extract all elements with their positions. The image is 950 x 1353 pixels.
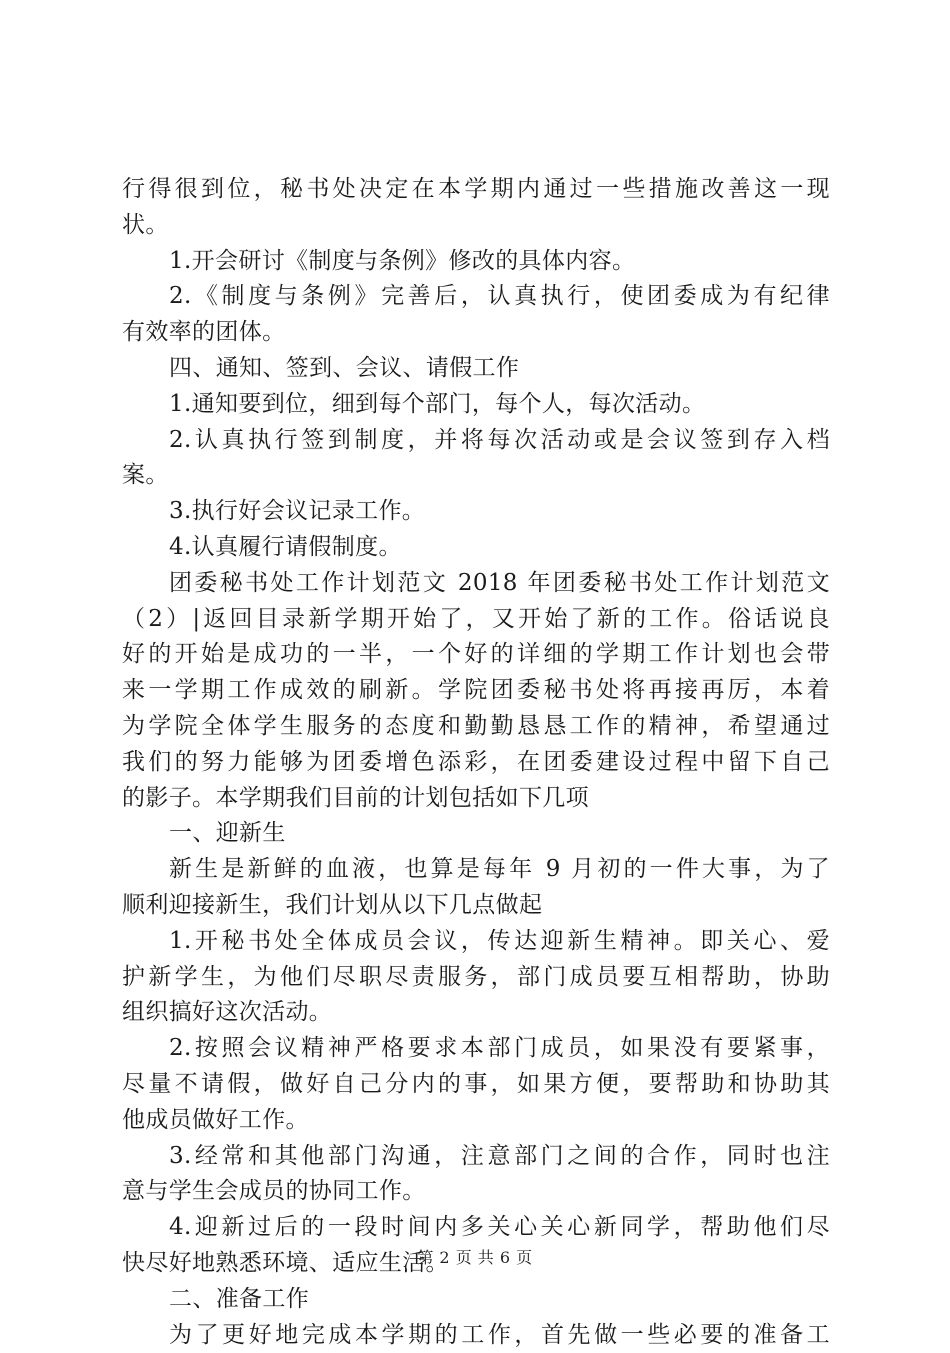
text-line: 有效率的团体。 (122, 315, 830, 351)
text-line: 为了更好地完成本学期的工作，首先做一些必要的准备工 (122, 1318, 830, 1353)
text-line: 我们的努力能够为团委增色添彩，在团委建设过程中留下自己 (122, 745, 830, 781)
text-line: 来一学期工作成效的刷新。学院团委秘书处将再接再厉，本着 (122, 673, 830, 709)
text-line: 3.经常和其他部门沟通，注意部门之间的合作，同时也注 (122, 1139, 830, 1175)
text-line: 的影子。本学期我们目前的计划包括如下几项 (122, 781, 830, 817)
text-line: 4.认真履行请假制度。 (122, 530, 830, 566)
text-line: 4.迎新过后的一段时间内多关心关心新同学，帮助他们尽 (122, 1210, 830, 1246)
text-line: 3.执行好会议记录工作。 (122, 494, 830, 530)
text-line: 二、准备工作 (122, 1282, 830, 1318)
text-line: 1.通知要到位，细到每个部门，每个人，每次活动。 (122, 387, 830, 423)
text-line: 2.按照会议精神严格要求本部门成员，如果没有要紧事， (122, 1031, 830, 1067)
text-line: 为学院全体学生服务的态度和勤勤恳恳工作的精神，希望通过 (122, 709, 830, 745)
text-line: 2.认真执行签到制度，并将每次活动或是会议签到存入档 (122, 423, 830, 459)
text-line: 案。 (122, 458, 830, 494)
text-line: 新生是新鲜的血液，也算是每年 9 月初的一件大事，为了 (122, 852, 830, 888)
text-line: 组织搞好这次活动。 (122, 995, 830, 1031)
text-line: 快尽好地熟悉环境、适应生活。 (122, 1246, 830, 1282)
page-footer: 第 2 页 共 6 页 (0, 1245, 950, 1268)
text-line: 1.开会研讨《制度与条例》修改的具体内容。 (122, 244, 830, 280)
text-line: （2）|返回目录新学期开始了，又开始了新的工作。俗话说良 (122, 602, 830, 638)
text-line: 2.《制度与条例》完善后，认真执行，使团委成为有纪律 (122, 279, 830, 315)
text-line: 意与学生会成员的协同工作。 (122, 1174, 830, 1210)
text-line: 好的开始是成功的一半，一个好的详细的学期工作计划也会带 (122, 637, 830, 673)
text-line: 一、迎新生 (122, 816, 830, 852)
text-line: 行得很到位，秘书处决定在本学期内通过一些措施改善这一现 (122, 172, 830, 208)
text-line: 团委秘书处工作计划范文 2018 年团委秘书处工作计划范文 (122, 566, 830, 602)
text-line: 四、通知、签到、会议、请假工作 (122, 351, 830, 387)
text-line: 尽量不请假，做好自己分内的事，如果方便，要帮助和协助其 (122, 1067, 830, 1103)
text-line: 他成员做好工作。 (122, 1103, 830, 1139)
text-line: 顺利迎接新生，我们计划从以下几点做起 (122, 888, 830, 924)
text-line: 护新学生，为他们尽职尽责服务，部门成员要互相帮助，协助 (122, 960, 830, 996)
text-line: 状。 (122, 208, 830, 244)
text-line: 1.开秘书处全体成员会议，传达迎新生精神。即关心、爱 (122, 924, 830, 960)
document-body (122, 172, 830, 1353)
